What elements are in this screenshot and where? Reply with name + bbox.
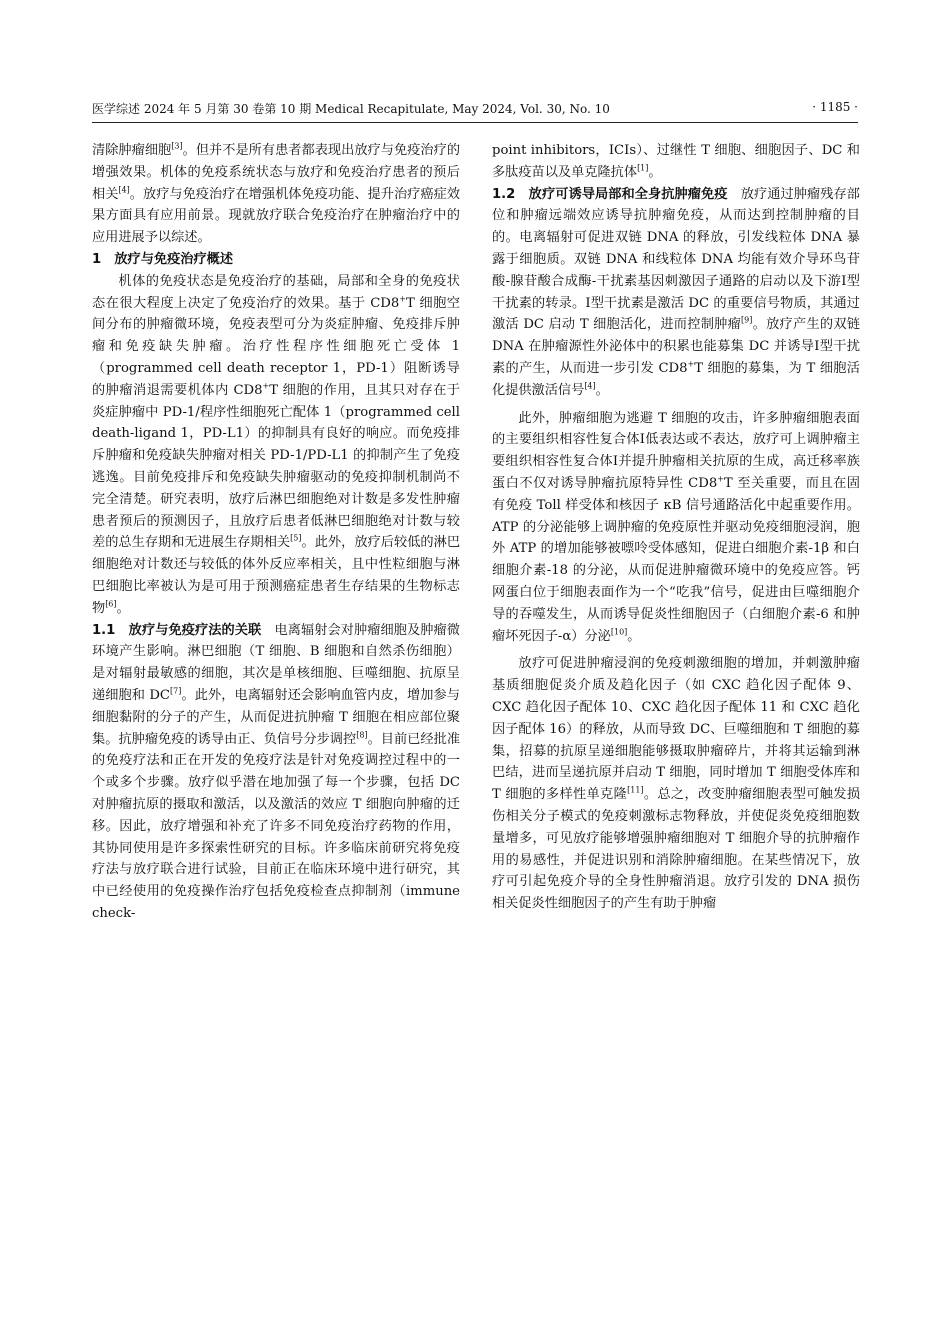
paragraph-mhc: 此外，肿瘤细胞为逃避 T 细胞的攻击，许多肿瘤细胞表面的主要组织相容性复合体Ⅰ低表达或不表达，放疗可上调肿瘤主要组织相容性复合体Ⅰ并提升肿瘤相关抗原的生成，高迁移率族蛋白不仅对诱导肿瘤抗原特异性 CD8+T 至关重要，而且在固有免疫 Toll 样受体和核因子 κB 信号通路活化中起重要作用。ATP 的分泌能够上调肿瘤的免疫原性并驱动免疫细胞浸润，胞外 ATP 的增加能够被嘌呤受体感知，促进白细胞介素-1β 和白细胞介素-18 的分泌，从而促进肿瘤微环境中的免疫应答。钙网蛋白位于细胞表面作为一个“吃我”信号，促进由巨噬细胞介导的吞噬发生，从而诱导促炎性细胞因子（白细胞介素-6 和肿瘤坏死因子-α）分泌[10]。 [492,410,860,644]
paragraph-subsection-1-2: 1.2 放疗可诱导局部和全身抗肿瘤免疫 放疗通过肿瘤残存部位和肿瘤远端效应诱导抗肿瘤免疫，从而达到控制肿瘤的目的。电离辐射可促进双链 DNA 的释放，引发线粒体 DNA 暴露于细胞质。双链 DNA 和线粒体 DNA 均能有效介导环鸟苷酸-腺苷酸合成酶-干扰素基因刺激因子通路的启动以及下游Ⅰ型干扰素的转录。Ⅰ型干扰素是激活 DC 的重要信号物质，其通过激活 DC 启动 T 细胞活化，进而控制肿瘤[9]。放疗产生的双链 DNA 在肿瘤源性外泌体中的积累也能募集 DC 并诱导Ⅰ型干扰素的产生，从而进一步引发 CD8+T 细胞的募集，为 T 细胞活化提供激活信号[4]。 [492,186,860,398]
paragraph-immune-status: 机体的免疫状态是免疫治疗的基础，局部和全身的免疫状态在很大程度上决定了免疫治疗的效果。基于 CD8+T 细胞空间分布的肿瘤微环境，免疫表型可分为炎症肿瘤、免疫排斥肿瘤和免疫缺失肿瘤。治疗性程序性细胞死亡受体 1（programmed cell death receptor 1，PD-1）阻断诱导的肿瘤消退需要机体内 CD8+T 细胞的作用，且其只对存在于炎症肿瘤中 PD-1/程序性细胞死亡配体 1（programmed cell death-ligand 1，PD-L1）的抑制具有良好的响应。而免疫排斥肿瘤和免疫缺失肿瘤对相关 PD-1/PD-L1 的抑制产生了免疫逃逸。目前免疫排斥和免疫缺失肿瘤驱动的免疫抑制机制尚不完全清楚。研究表明，放疗后淋巴细胞绝对计数是多发性肿瘤患者预后的预测因子，且放疗后患者低淋巴细胞绝对计数与较差的总生存期和无进展生存期相关[5]。此外，放疗后较低的淋巴细胞绝对计数还与较低的体外反应率相关，且中性粒细胞与淋巴细胞比率被认为是可用于预测癌症患者生存结果的生物标志物[6]。 [92,273,461,616]
paragraph-subsection-1-1: 1.1 放疗与免疫疗法的关联 电离辐射会对肿瘤细胞及肿瘤微环境产生影响。淋巴细胞（T 细胞、B 细胞和自然杀伤细胞）是对辐射最敏感的细胞，其次是单核细胞、巨噬细胞、抗原呈递细胞和 DC[7]。此外，电离辐射还会影响血管内皮，增加参与细胞黏附的分子的产生，从而促进抗肿瘤 T 细胞在相应部位聚集。抗肿瘤免疫的诱导由正、负信号分步调控[8]。目前已经批准的免疫疗法和正在开发的免疫疗法是针对免疫调控过程中的一个或多个步骤。放疗似乎潜在地加强了每一个步骤，包括 DC 对肿瘤抗原的摄取和激活，以及激活的效应 T 细胞向肿瘤的迁移。因此，放疗增强和补充了许多不同免疫治疗药物的作用，其协同使用是许多探索性研究的目标。许多临床前研究将免疫疗法与放疗联合进行试验，目前正在临床环境中进行研究，其中已经使用的免疫操作治疗包括免疫检查点抑制剂（immune check- [92,622,461,921]
citation-ref[interactable]: [4] [118,185,130,195]
citation-ref[interactable]: [8] [356,730,368,740]
citation-ref[interactable]: [3] [171,141,183,151]
citation-ref[interactable]: [4] [584,381,596,391]
paragraph-intro-end: 清除肿瘤细胞[3]。但并不是所有患者都表现出放疗与免疫治疗的增强效果。机体的免疫系统状态与放疗和免疫治疗患者的预后相关[4]。放疗与免疫治疗在增强机体免疫功能、提升治疗癌症效果方面具有应用前景。现就放疗联合免疫治疗在肿瘤治疗中的应用进展予以综述。 [92,141,461,246]
left-column [92,140,460,925]
subsection-heading-1-1: 1.1 放疗与免疫疗法的关联 [92,622,262,638]
running-header [92,98,858,123]
citation-ref[interactable]: [1] [637,163,649,173]
paragraph-continued: point inhibitors，ICIs）、过继性 T 细胞、细胞因子、DC 和多肽疫苗以及单克隆抗体[1]。 [492,143,860,180]
citation-ref[interactable]: [11] [627,785,644,795]
subsection-heading-1-2: 1.2 放疗可诱导局部和全身抗肿瘤免疫 [492,186,728,202]
right-column [492,140,860,915]
paragraph-chemokines: 放疗可促进肿瘤浸润的免疫刺激细胞的增加，并刺激肿瘤基质细胞促炎介质及趋化因子（如 CXC 趋化因子配体 9、CXC 趋化因子配体 10、CXC 趋化因子配体 11 和 CXC 趋化因子配体 16）的释放，从而导致 DC、巨噬细胞和 T 细胞的募集，招募的抗原呈递细胞能够摄取肿瘤碎片，并将其运输到淋巴结，进而呈递抗原并启动 T 细胞，同时增加 T 细胞受体库和 T 细胞的多样性单克隆[11]。总之，改变肿瘤细胞表型可触发损伤相关分子模式的免疫刺激标志物释放，并使促炎免疫细胞数量增多，可见放疗能够增强肿瘤细胞对 T 细胞介导的抗肿瘤作用的易感性，并促进识别和消除肿瘤细胞。在某些情况下，放疗可引起免疫介导的全身性肿瘤消退。放疗引发的 DNA 损伤相关促炎性细胞因子的产生有助于肿瘤 [492,656,861,912]
citation-ref[interactable]: [9] [741,315,753,325]
page-number: · 1185 · [812,100,858,114]
citation-ref[interactable]: [5] [290,533,302,543]
section-heading-1: 1 放疗与免疫治疗概述 [92,251,234,267]
journal-citation: 医学综述 2024 年 5 月第 30 卷第 10 期 Medical Recapitulate, May 2024, Vol. 30, No. 10 [92,102,610,116]
citation-ref[interactable]: [10] [610,627,628,637]
citation-ref[interactable]: [7] [170,686,182,696]
citation-ref[interactable]: [6] [105,599,117,609]
